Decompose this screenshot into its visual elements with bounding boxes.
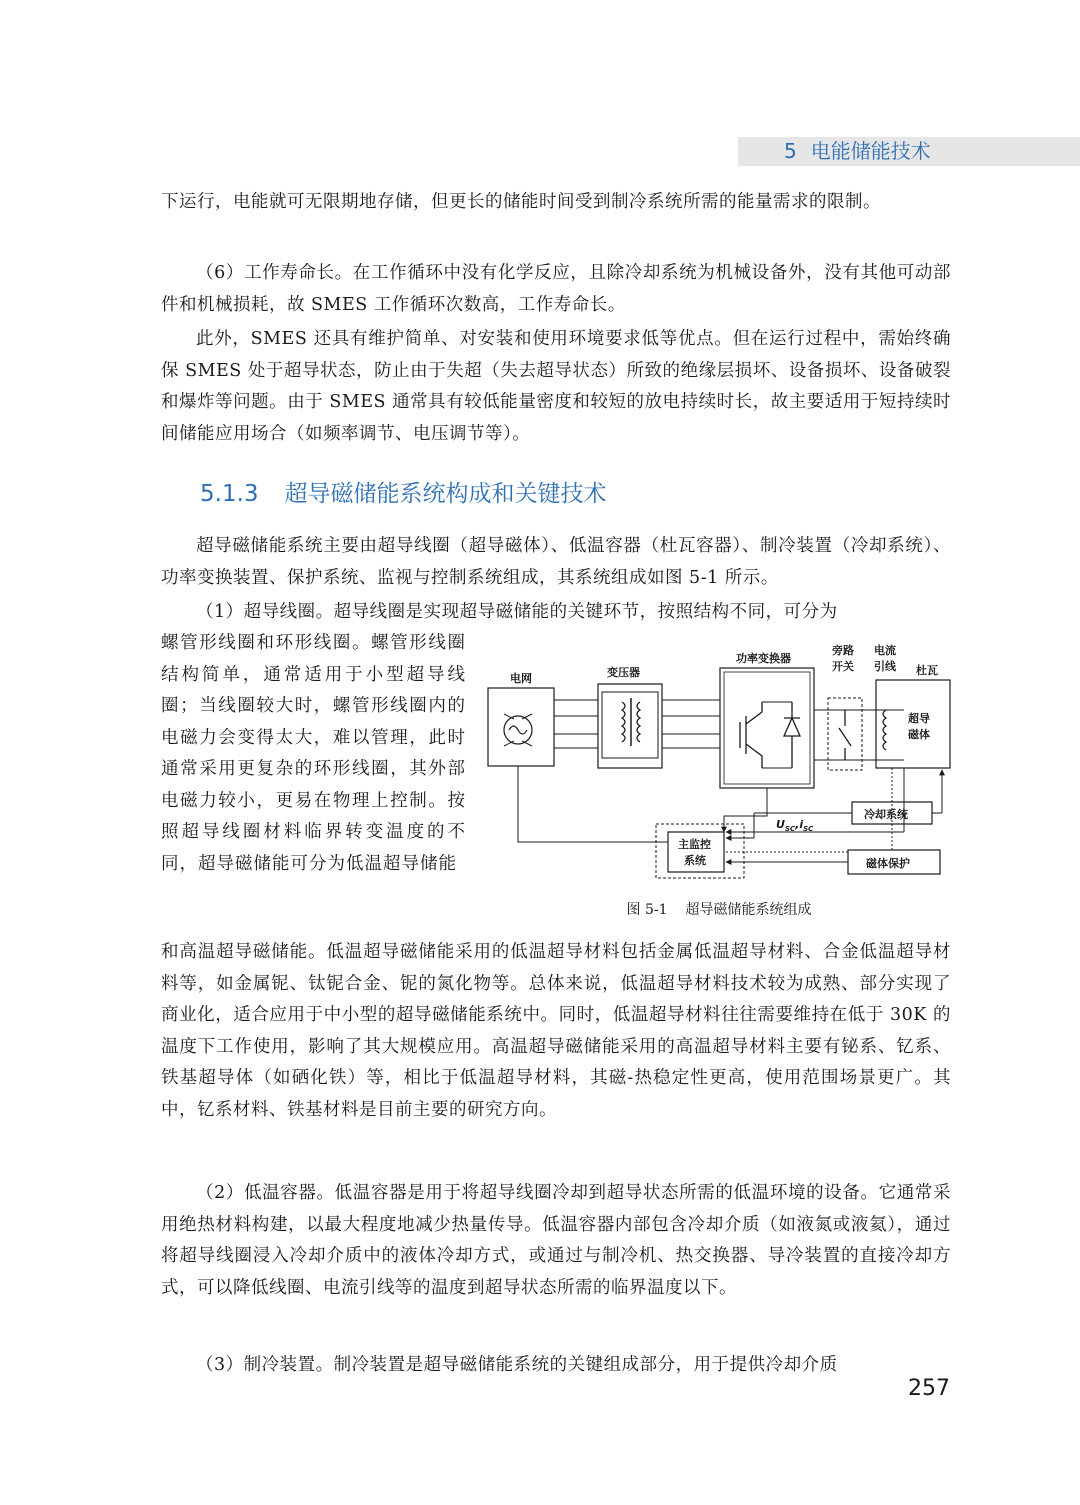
switch-icon xyxy=(839,710,851,760)
diode-icon xyxy=(784,702,800,768)
section-heading xyxy=(200,474,607,514)
section-title: 超导磁储能系统构成和关键技术 xyxy=(284,481,607,507)
transformer-secondary-coil xyxy=(637,702,640,742)
transformer-primary-coil xyxy=(622,702,625,742)
label-dewar: 杜瓦 xyxy=(916,664,938,677)
figure-smes-diagram xyxy=(484,636,954,884)
label-bypass-1: 旁路 xyxy=(832,644,854,657)
transformer-block xyxy=(598,684,662,768)
paragraph-smes-advantages: 此外，SMES 还具有维护简单、对安装和使用环境要求低等优点。但在运行过程中，需始终确保 SMES 处于超导状态，防止由于失超（失去超导状态）所致的绝缘层损坏、设备损坏、设备破裂和爆炸等问题。由于 SMES 通常具有较低能量密度和较短的放电持续时长，故主要适用于短持续时间储能应用场合（如频率调节、电压调节等）。 xyxy=(161,329,951,444)
magnet-coil-icon xyxy=(883,710,886,750)
paragraph-item-6: （6）工作寿命长。在工作循环中没有化学反应，且除冷却系统为机械设备外，没有其他可动部件和机械损耗，故 SMES 工作循环次数高，工作寿命长。 xyxy=(161,263,951,315)
label-monitor-1: 主监控 xyxy=(678,838,711,851)
label-magnet-2: 磁体 xyxy=(908,728,930,741)
label-lead-2: 引线 xyxy=(874,660,896,673)
grid-block xyxy=(488,688,554,766)
paragraph-item-1: （1）超导线圈。超导线圈是实现超导磁储能的关键环节，按照结构不同，可分为 xyxy=(196,602,838,622)
figure-caption xyxy=(484,898,954,922)
section-number: 5.1.3 xyxy=(200,481,259,507)
figure-caption-number: 图 5-1 xyxy=(626,902,668,918)
label-cooling: 冷却系统 xyxy=(864,808,908,821)
paragraph-item-2: （2）低温容器。低温容器是用于将超导线圈冷却到超导状态所需的低温环境的设备。它通常采用绝热材料构建，以最大程度地减少热量传导。低温容器内部包含冷却介质（如液氮或液氦），通过将超导线圈浸入冷却介质中的液体冷却方式，或通过与制冷机、热交换器、导冷装置的直接冷却方式，可以降低线圈、电流引线等的温度到超导状态所需的临界温度以下。 xyxy=(161,1183,951,1298)
label-transformer: 变压器 xyxy=(607,666,640,679)
label-monitor-2: 系统 xyxy=(684,854,706,867)
label-magnet-1: 超导 xyxy=(908,712,930,725)
paragraph-temperature-types: 和高温超导磁储能。低温超导磁储能采用的低温超导材料包括金属低温超导材料、合金低温超导材料等，如金属铌、钛铌合金、铌的氮化物等。总体来说，低温超导材料技术较为成熟、部分实现了商业化，适合应用于中小型的超导磁储能系统中。同时，低温超导材料往往需要维持在低于 30K 的温度下工作使用，影响了其大规模应用。高温超导磁储能采用的高温超导材料主要有铋系、钇系、铁基超导体（如硒化铁）等，相比于低温超导材料，其磁-热稳定性更高，使用范围场景更广。其中，钇系材料、铁基材料是目前主要的研究方向。 xyxy=(161,942,951,1120)
sine-wave-icon xyxy=(509,726,527,734)
chapter-title: 电能储能技术 xyxy=(810,139,931,163)
converter-block xyxy=(720,668,814,788)
label-grid: 电网 xyxy=(510,672,532,685)
paragraph-continuation: 下运行，电能就可无限期地存储，但更长的储能时间受到制冷系统所需的能量需求的限制。 xyxy=(161,192,881,212)
igbt-icon xyxy=(740,702,762,768)
chapter-number: 5 xyxy=(784,139,797,163)
chapter-header xyxy=(738,137,1080,166)
label-converter: 功率变换器 xyxy=(736,652,791,665)
paragraph-coil-types: 螺管形线圈和环形线圈。螺管形线圈结构简单，通常适用于小型超导线圈；当线圈较大时，螺管形线圈内的电磁力会变得太大，难以管理，此时通常采用更复杂的环形线圈，其外部电磁力较小，更易在物理上控制。按照超导线圈材料临界转变温度的不同，超导磁储能可分为低温超导储能 xyxy=(161,633,466,874)
figure-caption-title: 超导磁储能系统组成 xyxy=(685,902,812,918)
label-lead-1: 电流 xyxy=(874,644,896,657)
paragraph-system-composition: 超导磁储能系统主要由超导线圈（超导磁体）、低温容器（杜瓦容器）、制冷装置（冷却系统）、功率变换装置、保护系统、监视与控制系统组成，其系统组成如图 5-1 所示。 xyxy=(161,536,951,588)
smes-block-diagram xyxy=(484,636,954,884)
label-protection: 磁体保护 xyxy=(866,857,910,870)
label-bypass-2: 开关 xyxy=(832,660,854,673)
page-number: 257 xyxy=(908,1376,950,1401)
paragraph-item-3: （3）制冷装置。制冷装置是超导磁储能系统的关键组成部分，用于提供冷却介质 xyxy=(196,1355,838,1375)
label-signal: $U_{SC},i_{SC}$ xyxy=(776,818,814,833)
